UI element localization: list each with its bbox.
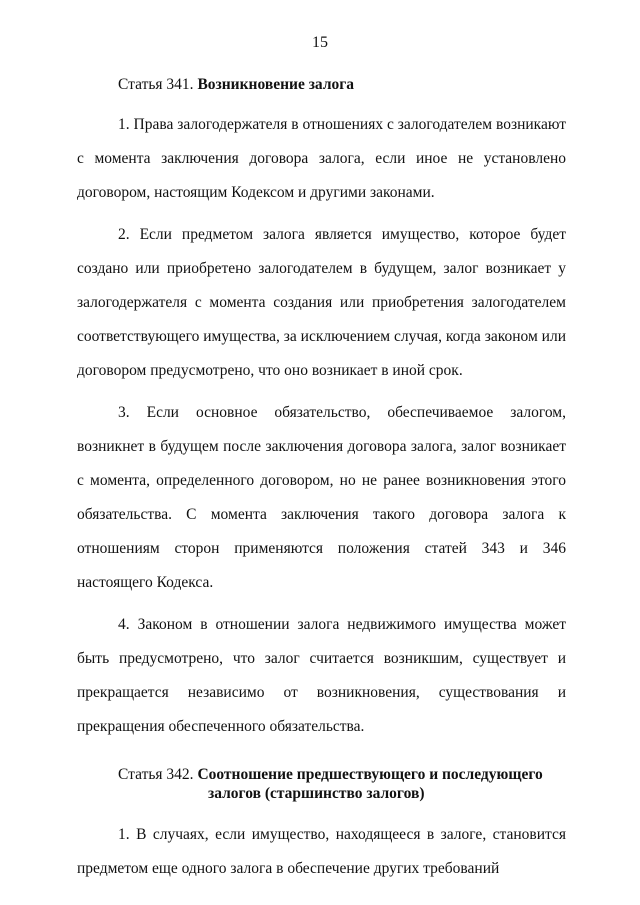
article-342-heading <box>77 758 566 804</box>
article-341-paragraph-4: 4. Законом в отношении залога недвижимого имущества может быть предусмотрено, что залог считается возникшим, существует и прекращается независимо от возникновения, существования и прекращения обеспеченного обязательства. <box>77 616 566 735</box>
article-341-paragraph-3: 3. Если основное обязательство, обеспечиваемое залогом, возникнет в будущем после заключения договора залога, залог возникает с момента, определенного договором, но не ранее возникновения этого обязательства. С момента заключения такого договора залога к отношениям сторон применяются положения статей 343 и 346 настоящего Кодекса. <box>77 404 566 591</box>
article-342-title: Соотношение предшествующего и последующего <box>197 766 543 783</box>
article-342-paragraph-1: 1. В случаях, если имущество, находящееся в залоге, становится предметом еще одного залога в обеспечение других требований <box>77 826 566 877</box>
document-body <box>77 68 566 886</box>
article-341-heading <box>77 68 566 102</box>
article-341-paragraph-2: 2. Если предметом залога является имущество, которое будет создано или приобретено залогодателем в будущем, залог возникает у залогодержателя с момента создания или приобретения залогодателем соответствующего имущества, за исключением случая, когда законом или договором предусмотрено, что оно возникает в иной срок. <box>77 226 566 379</box>
article-341-title: Возникновение залога <box>197 76 355 93</box>
article-342-title-continuation: залогов (старшинство залогов) <box>208 785 425 802</box>
page-number: 15 <box>312 34 328 51</box>
article-342-prefix: Статья 342. <box>118 766 194 783</box>
article-341-paragraph-1: 1. Права залогодержателя в отношениях с залогодателем возникают с момента заключения договора залога, если иное не установлено договором, настоящим Кодексом и другими законами. <box>77 116 566 201</box>
article-341-prefix: Статья 341. <box>118 76 194 93</box>
